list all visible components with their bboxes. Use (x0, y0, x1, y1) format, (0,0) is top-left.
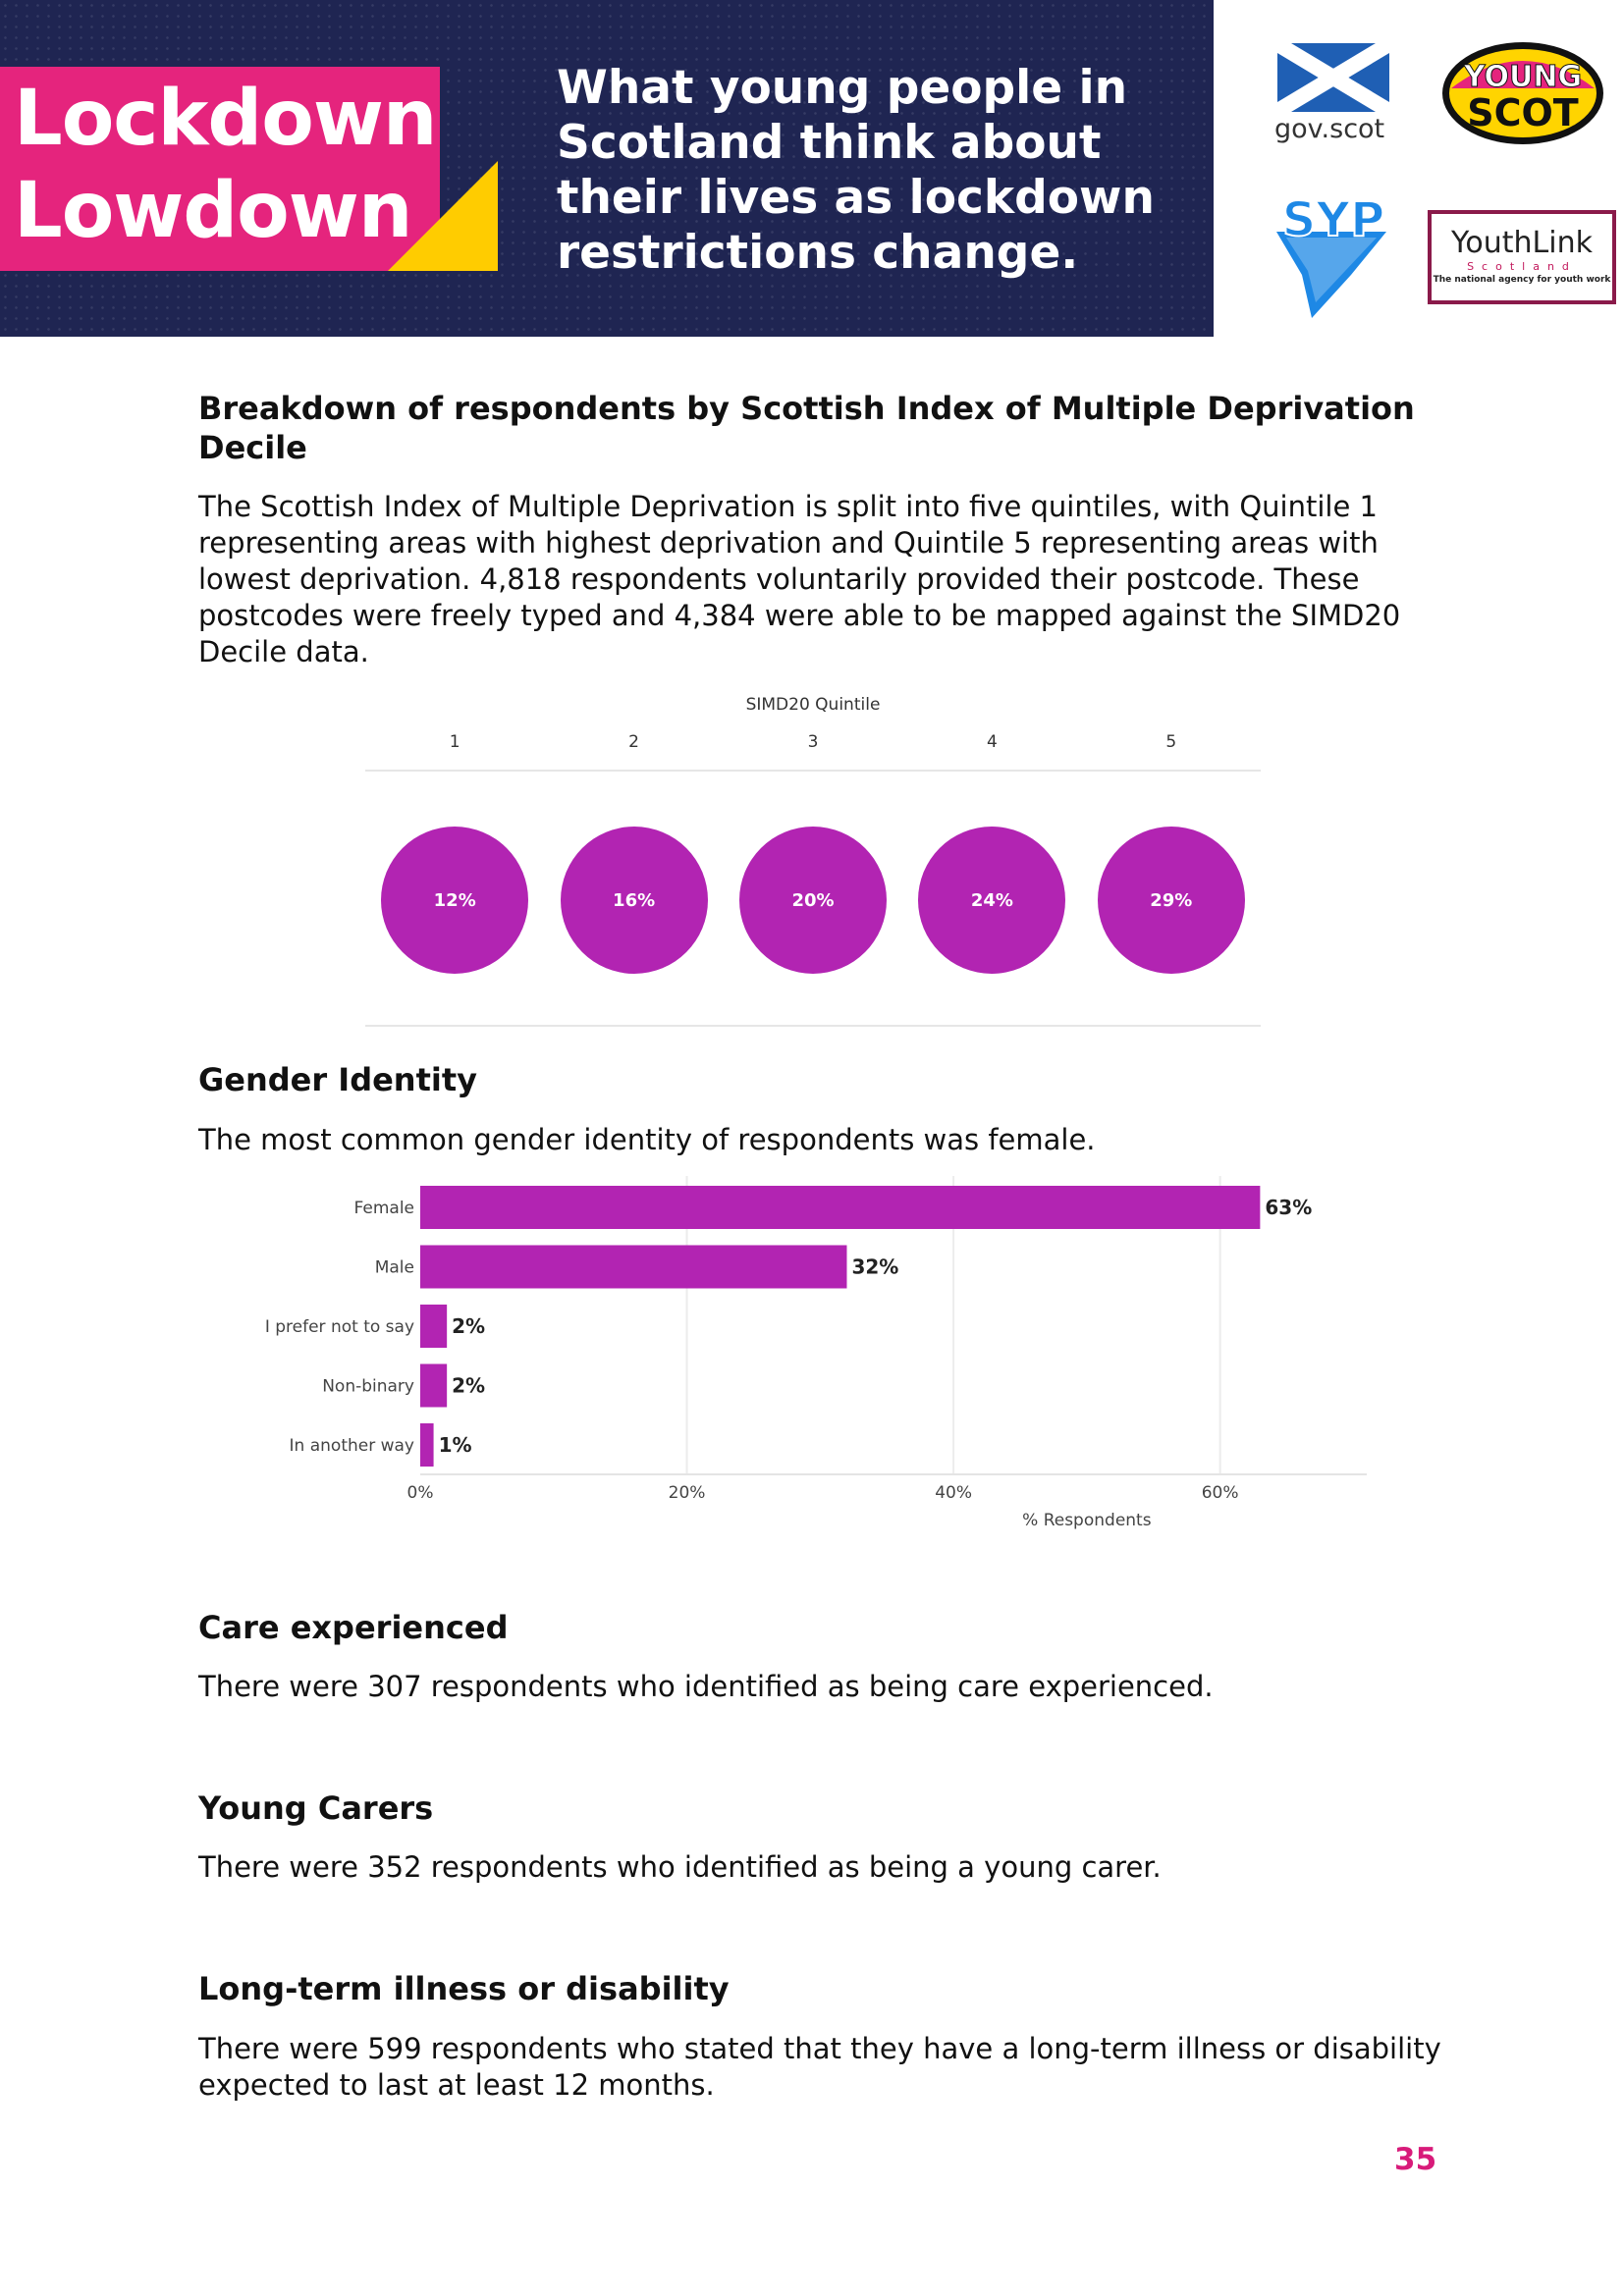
gov-scot-logo-text: gov.scot (1274, 114, 1385, 144)
simd-paragraph-line: postcodes were freely typed and 4,384 were able to be mapped against the SIMD20 (198, 599, 1401, 632)
x-tick-label: 0% (406, 1483, 434, 1503)
simd-paragraph-line: The Scottish Index of Multiple Deprivation is split into five quintiles, with Quintile 1 (198, 490, 1378, 523)
care-paragraph: There were 307 respondents who identified as being care experienced. (198, 1670, 1214, 1703)
youthlink-logo-sub: Scotland (1467, 260, 1577, 273)
svg-text:SYP: SYP (1281, 192, 1385, 247)
bar-non-binary (420, 1364, 447, 1408)
banner-title-line2: Lowdown (14, 167, 412, 255)
simd-paragraph-line: representing areas with highest deprivation and Quintile 5 representing areas with (198, 526, 1379, 560)
young-scot-logo (1439, 39, 1606, 147)
report-banner (0, 0, 1214, 337)
bar-female (420, 1186, 1260, 1229)
syp-logo (1272, 192, 1390, 318)
bar-category-label: In another way (289, 1436, 414, 1456)
banner-tagline (557, 61, 1185, 281)
gender-paragraph: The most common gender identity of respondents was female. (198, 1123, 1096, 1156)
bar-category-label: Female (353, 1199, 414, 1218)
bar-value-label: 2% (452, 1314, 486, 1338)
banner-title-box (0, 67, 440, 271)
quintile-bubble-3: 20% (739, 827, 887, 974)
bar-i-prefer-not-to-say (420, 1305, 447, 1348)
quintile-header-5: 5 (1165, 732, 1177, 752)
x-tick-label: 60% (1201, 1483, 1239, 1503)
quintile-chart-title: SIMD20 Quintile (745, 695, 881, 715)
x-tick-label: 20% (668, 1483, 706, 1503)
quintile-bubble-1: 12% (381, 827, 528, 974)
banner-title-line1: Lockdown (14, 75, 437, 163)
bar-category-label: Male (374, 1257, 414, 1278)
bar-category-label: I prefer not to say (264, 1317, 414, 1337)
illness-paragraph-line: expected to last at least 12 months. (198, 2068, 715, 2102)
tagline-line: their lives as lockdown (557, 171, 1155, 225)
illness-paragraph-line: There were 599 respondents who stated that they have a long-term illness or disability (198, 2032, 1441, 2065)
quintile-bubble-5: 29% (1098, 827, 1245, 974)
gender-bar-chart-svg (0, 1168, 1624, 1561)
bar-value-label: 2% (452, 1373, 486, 1398)
bar-value-label: 32% (851, 1255, 899, 1279)
bar-category-label: Non-binary (322, 1376, 414, 1397)
youthlink-logo (1428, 210, 1616, 304)
simd-quintile-chart (365, 687, 1261, 1033)
quintile-bubble-2: 16% (561, 827, 708, 974)
quintile-header-2: 2 (628, 732, 639, 752)
quintile-header-1: 1 (449, 732, 460, 752)
illness-heading: Long-term illness or disability (198, 1970, 730, 2007)
partner-logos (1214, 0, 1624, 337)
simd-paragraph-line: Decile data. (198, 635, 369, 668)
quintile-bubble-4: 24% (918, 827, 1065, 974)
quintile-header-3: 3 (807, 732, 819, 752)
bar-male (420, 1246, 846, 1289)
carers-paragraph: There were 352 respondents who identified as being a young carer. (198, 1850, 1162, 1884)
simd-paragraph-line: lowest deprivation. 4,818 respondents voluntarily provided their postcode. These (198, 562, 1360, 596)
gender-bar-chart (0, 1168, 1624, 1561)
tagline-line: Scotland think about (557, 116, 1102, 170)
bar-value-label: 1% (438, 1433, 472, 1457)
youthlink-logo-tagline: The national agency for youth work (1433, 275, 1611, 285)
page-number: 35 (1394, 2142, 1437, 2177)
care-heading: Care experienced (198, 1609, 509, 1646)
bar-in-another-way (420, 1423, 434, 1467)
saltire-flag-icon (1277, 43, 1389, 112)
simd-heading-line1: Breakdown of respondents by Scottish Index of Multiple Deprivation (198, 390, 1415, 427)
simd-heading-line2: Decile (198, 429, 307, 466)
gender-heading: Gender Identity (198, 1061, 477, 1098)
yellow-wedge-decoration (388, 161, 498, 271)
quintile-bottom-rule (365, 1025, 1261, 1027)
tagline-line: restrictions change. (557, 226, 1079, 280)
youthlink-logo-name: YouthLink (1451, 226, 1593, 260)
svg-text:SCOT: SCOT (1467, 91, 1579, 134)
x-axis-title: % Respondents (1022, 1511, 1152, 1530)
bar-value-label: 63% (1265, 1196, 1313, 1219)
x-tick-label: 40% (935, 1483, 972, 1503)
quintile-header-4: 4 (986, 732, 998, 752)
carers-heading: Young Carers (198, 1789, 434, 1827)
tagline-line: What young people in (557, 61, 1128, 115)
quintile-header-rule (365, 770, 1261, 772)
svg-text:YOUNG: YOUNG (1463, 60, 1583, 94)
